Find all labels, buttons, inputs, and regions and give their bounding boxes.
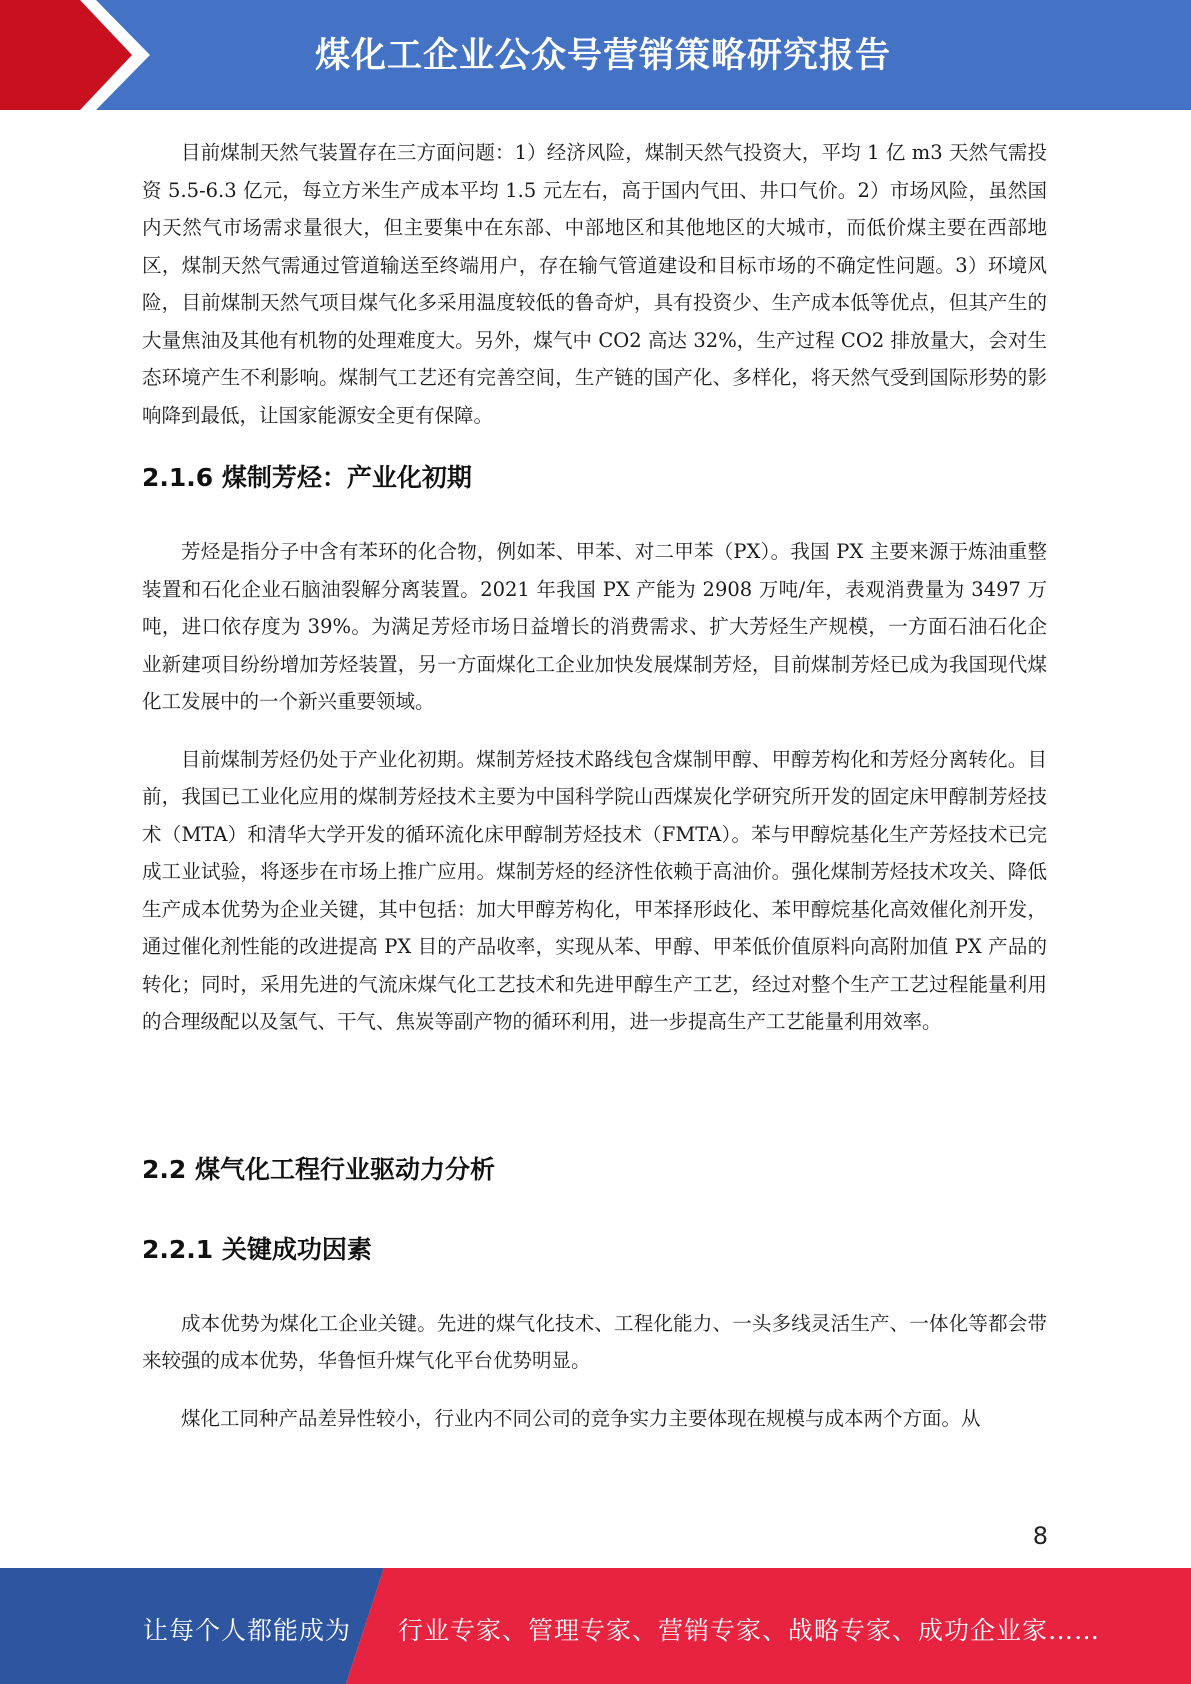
paragraph-cost-advantage: 成本优势为煤化工企业关键。先进的煤气化技术、工程化能力、一头多线灵活生产、一体化等都会带来较强的成本优势，华鲁恒升煤气化平台优势明显。 xyxy=(142,1311,1047,1372)
footer-slogan-right: 行业专家、管理专家、营销专家、战略专家、成功企业家…… xyxy=(398,1616,1101,1645)
paragraph-coal-to-gas-risks: 目前煤制天然气装置存在三方面问题：1）经济风险，煤制天然气投资大，平均 1 亿 m3 天然气需投资 5.5-6.3 亿元，每立方米生产成本平均 1.5 元左右，高于国内气田、井口气价。2）市场风险，虽然国内天然气市场需求量很大，但主要集中在东部、中部地区和其他地区的大城市，而低价煤主要在西部地区，煤制天然气需通过管道输送至终端用户，存在输气管道建设和目标市场的不确定性问题。3）环境风险，目前煤制天然气项目煤气化多采用温度较低的鲁奇炉，具有投资少、生产成本低等优点，但其产生的大量焦油及其他有机物的处理难度大。另外，煤气中 CO2 高达 32%，生产过程 CO2 排放量大，会对生态环境产生不利影响。煤制气工艺还有完善空间，生产链的国产化、多样化，将天然气受到国际形势的影响降到最低，让国家能源安全更有保障。 xyxy=(142,141,1047,427)
heading-2-1-6: 2.1.6 煤制芳烃：产业化初期 xyxy=(142,463,472,492)
page-header xyxy=(0,0,1191,110)
page-number: 8 xyxy=(1032,1522,1048,1550)
page-footer xyxy=(0,1568,1191,1684)
paragraph-competition: 煤化工同种产品差异性较小，行业内不同公司的竞争实力主要体现在规模与成本两个方面。从 xyxy=(181,1406,981,1430)
paragraph-aromatics-industrialization: 目前煤制芳烃仍处于产业化初期。煤制芳烃技术路线包含煤制甲醇、甲醇芳构化和芳烃分离转化。目前，我国已工业化应用的煤制芳烃技术主要为中国科学院山西煤炭化学研究所开发的固定床甲醇制芳烃技术（MTA）和清华大学开发的循环流化床甲醇制芳烃技术（FMTA）。苯与甲醇烷基化生产芳烃技术已完成工业试验，将逐步在市场上推广应用。煤制芳烃的经济性依赖于高油价。强化煤制芳烃技术攻关、降低生产成本优势为企业关键，其中包括：加大甲醇芳构化，甲苯择形歧化、苯甲醇烷基化高效催化剂开发，通过催化剂性能的改进提高 PX 目的产品收率，实现从苯、甲醇、甲苯低价值原料向高附加值 PX 产品的转化；同时，采用先进的气流床煤气化工艺技术和先进甲醇生产工艺，经过对整个生产工艺过程能量利用的合理级配以及氢气、干气、焦炭等副产物的循环利用，进一步提高生产工艺能量利用效率。 xyxy=(142,747,1047,1033)
heading-2-2: 2.2 煤气化工程行业驱动力分析 xyxy=(142,1154,495,1184)
header-title: 煤化工企业公众号营销策略研究报告 xyxy=(314,36,891,76)
heading-2-2-1: 2.2.1 关键成功因素 xyxy=(142,1234,372,1264)
paragraph-aromatics-intro: 芳烃是指分子中含有苯环的化合物，例如苯、甲苯、对二甲苯（PX）。我国 PX 主要来源于炼油重整装置和石化企业石脑油裂解分离装置。2021 年我国 PX 产能为 2908 万吨/年，表观消费量为 3497 万吨，进口依存度为 39%。为满足芳烃市场日益增长的消费需求、扩大芳烃生产规模，一方面石油石化企业新建项目纷纷增加芳烃装置，另一方面煤化工企业加快发展煤制芳烃，目前煤制芳烃已成为我国现代煤化工发展中的一个新兴重要领域。 xyxy=(142,540,1047,713)
footer-slogan-left: 让每个人都能成为 xyxy=(143,1616,352,1645)
document-body xyxy=(142,134,1047,1437)
